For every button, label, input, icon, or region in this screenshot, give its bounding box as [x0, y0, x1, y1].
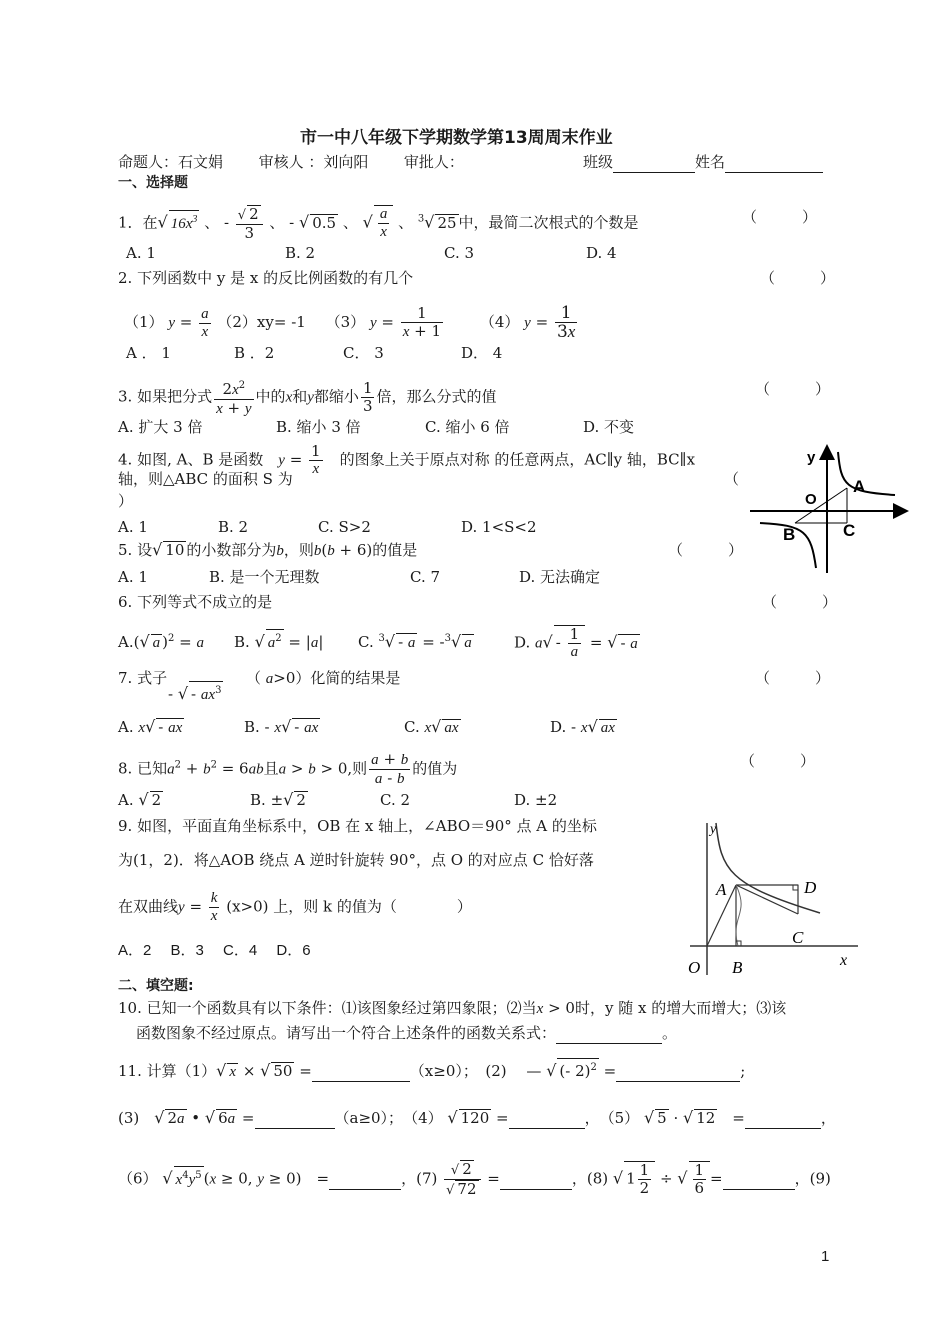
q5-bracket: （ ） — [668, 541, 744, 559]
q8-option-a[interactable]: A. √ 2 — [118, 790, 162, 809]
class-label: 班级 — [583, 153, 614, 171]
q3-option-c[interactable]: C. 缩小 6 倍 — [425, 418, 510, 436]
q9-rotation-figure — [680, 815, 865, 980]
label-y: y — [710, 822, 717, 837]
label-o: O — [805, 491, 817, 508]
q2-option-a[interactable]: A ． 1 — [126, 344, 171, 362]
q4-stem-line2: 轴，则△ABC 的面积 S 为 — [118, 470, 293, 488]
q7-option-c[interactable]: C. x√ ax — [404, 717, 459, 736]
q3-stem: 3. 如果把分式 $\frac{2x^2}{x + y}$ 中的x和y都缩小 $\frac{1}{3}$ 倍，那么分式的值 — [118, 379, 497, 417]
q11-1-blank[interactable] — [312, 1061, 410, 1082]
q5-option-a[interactable]: A. 1 — [118, 568, 148, 586]
q2-option-b[interactable]: B ．2 — [234, 344, 275, 362]
label-b: B — [783, 525, 796, 544]
q7-expression: - √ - $ax^3$ — [168, 681, 223, 704]
label-a: A — [853, 477, 866, 496]
q9-stem-line2: 为(1，2)．将△AOB 绕点 A 逆时针旋转 90°，点 O 的对应点 C 恰好落 — [118, 851, 594, 869]
q8-bracket: （ ） — [740, 752, 816, 770]
q9-stem-line3: 在双曲线y = $\frac{k}{x}$ (x>0) 上，则 k 的值为（ ） — [118, 890, 472, 924]
label-a: A — [716, 880, 727, 899]
segment-ac — [736, 885, 798, 914]
q5-option-d[interactable]: D. 无法确定 — [519, 568, 601, 586]
q1-stem: 1．在√ $16x^3$ 、 - $\frac{√ 2}{3}$ 、 - √ 0.5 、 √ $\frac{a}{x}$ 、 $^3$√ 25 中，最简二次根式的个数是 — [118, 205, 639, 242]
page-number: 1 — [821, 1248, 830, 1265]
q7-option-d[interactable]: D. - x√ ax — [550, 717, 615, 736]
q4-stem: 4. 如图, A、B 是函数 y = $\frac{1}{x}$ 的图象上关于原点对称 的任意两点，AC∥y 轴，BC∥x — [118, 442, 696, 477]
q1-option-c[interactable]: C. 3 — [444, 244, 475, 262]
label-d: D — [804, 878, 817, 897]
q4-bracket-close: ） — [118, 492, 134, 510]
q1-bracket: （ ） — [742, 208, 818, 226]
label-b: B — [732, 958, 743, 977]
q4-option-d[interactable]: D. 1<S<2 — [461, 518, 537, 536]
q11-line1: 11. 计算（1）√ x × √ 50 = （x≥0）； (2) — √ (- 2)$^2$ = ; — [118, 1058, 745, 1082]
class-blank[interactable] — [613, 152, 695, 173]
q11-5-blank[interactable] — [745, 1108, 821, 1129]
q11-2-blank[interactable] — [616, 1061, 740, 1082]
q7-option-b[interactable]: B. - x√ - ax — [244, 717, 319, 736]
approver: 审批人： — [403, 153, 464, 171]
reviewer: 审核人 ：刘向阳 — [258, 153, 369, 171]
q2-option-c[interactable]: C． 3 — [343, 344, 384, 362]
author-line — [118, 152, 464, 172]
q3-option-d[interactable]: D. 不变 — [583, 418, 635, 436]
segment-ab — [795, 488, 847, 523]
q2-stem: 2. 下列函数中 y 是 x 的反比例函数的有几个 — [118, 269, 414, 287]
label-c: C — [792, 928, 804, 947]
right-angle-d — [793, 885, 798, 890]
q5-stem: 5. 设√ 10 的小数部分为b，则b(b + 6)的值是 — [118, 540, 418, 559]
arc — [736, 885, 741, 946]
q3-option-b[interactable]: B. 缩小 3 倍 — [276, 418, 361, 436]
q7-bracket: （ ） — [755, 669, 831, 687]
q2-bracket: （ ） — [760, 269, 836, 287]
q7-condition: （ a>0）化简的结果是 — [246, 669, 401, 687]
q10-line1: 10. 已知一个函数具有以下条件：⑴该图象经过第四象限；⑵当x > 0时，y 随 x 的增大而增大；⑶该 — [118, 999, 787, 1017]
q8-option-b[interactable]: B. ±√ 2 — [250, 790, 306, 809]
section-fill-title: 二、填空题: — [118, 978, 194, 994]
q4-option-a[interactable]: A. 1 — [118, 518, 148, 536]
q1-option-a[interactable]: A. 1 — [126, 244, 156, 262]
q9-options[interactable]: A．2 B．3 C．4 D．6 — [118, 942, 311, 959]
q3-bracket: （ ） — [755, 380, 831, 398]
q4-bracket-open: （ — [724, 470, 740, 488]
q11-3-blank[interactable] — [255, 1108, 335, 1129]
q4-hyperbola-figure — [745, 440, 915, 580]
q6-option-c[interactable]: C. $^3$√ - a = -$^3$√ a — [358, 632, 472, 651]
q11-line3: （6） √ $x^4y^5$ (x ≥ 0, y ≥ 0) = ，(7) $\frac{√ 2}{√ 72}$ = ，(8) √ 1 $\frac{1}{2}$ ÷ √ $\frac{1}{6}$ = ，(9) — [118, 1160, 831, 1198]
section-choice-title: 一、选择题 — [118, 175, 188, 191]
q6-option-b[interactable]: B. √ $a^2 = |a|$ — [234, 629, 323, 653]
q4-option-b[interactable]: B. 2 — [218, 518, 249, 536]
q6-option-d[interactable]: D. a√ - $\frac{1}{a}$ = √ - a — [514, 625, 638, 660]
q9-stem-line1: 9. 如图，平面直角坐标系中，OB 在 x 轴上，∠ABO＝90° 点 A 的坐标 — [118, 817, 597, 835]
label-o: O — [688, 958, 701, 977]
q10-answer-blank[interactable] — [556, 1023, 662, 1044]
label-x: x — [840, 952, 848, 969]
q6-bracket: （ ） — [762, 593, 838, 611]
q11-6-blank[interactable] — [329, 1169, 401, 1190]
q8-stem: 8. 已知$a^2 + b^2 = 6ab$且a > b > 0,则 $\frac{a + b}{a - b}$ 的值为 — [118, 750, 458, 787]
label-y: y — [807, 449, 816, 466]
q8-option-c[interactable]: C. 2 — [380, 791, 411, 809]
q2-option-d[interactable]: D． 4 — [461, 344, 503, 362]
author: 命题人：石文娟 — [118, 153, 224, 171]
name-label: 姓名 — [695, 153, 726, 171]
q7-stem: 7. 式子 — [118, 669, 168, 687]
q11-8-blank[interactable] — [723, 1169, 795, 1190]
q8-option-d[interactable]: D. ±2 — [514, 791, 558, 809]
q1-option-d[interactable]: D. 4 — [586, 244, 617, 262]
q7-option-a[interactable]: A. x√ - ax — [118, 717, 183, 736]
label-c: C — [843, 521, 856, 540]
q5-option-c[interactable]: C. 7 — [410, 568, 441, 586]
q1-option-b[interactable]: B. 2 — [285, 244, 316, 262]
q11-line2: (3) √ 2a • √ 6a = （a≥0）； （4） √ 120 = ， （5） √ 5 · √ 12 = ， — [118, 1108, 836, 1127]
q6-stem: 6. 下列等式不成立的是 — [118, 593, 273, 611]
q3-option-a[interactable]: A. 扩大 3 倍 — [118, 418, 203, 436]
name-blank[interactable] — [725, 152, 823, 173]
q6-option-a[interactable]: A.(√ a )$^2$ = a — [118, 632, 205, 651]
class-name-fields — [583, 152, 823, 173]
q11-7-blank[interactable] — [500, 1169, 572, 1190]
page-title: 市一中八年级下学期数学第13周周末作业 — [300, 128, 613, 148]
q10-line2: 函数图象不经过原点。请写出一个符合上述条件的函数关系式： 。 — [136, 1024, 678, 1042]
q4-option-c[interactable]: C. S>2 — [318, 518, 371, 536]
q2-items: （1） y = $\frac{a}{x}$ （2）xy= -1 （3） y = $\frac{1}{x + 1}$ （4） y = $\frac{1}{3x}$ — [124, 303, 576, 342]
q5-option-b[interactable]: B. 是一个无理数 — [209, 568, 320, 586]
q11-4-blank[interactable] — [509, 1108, 585, 1129]
